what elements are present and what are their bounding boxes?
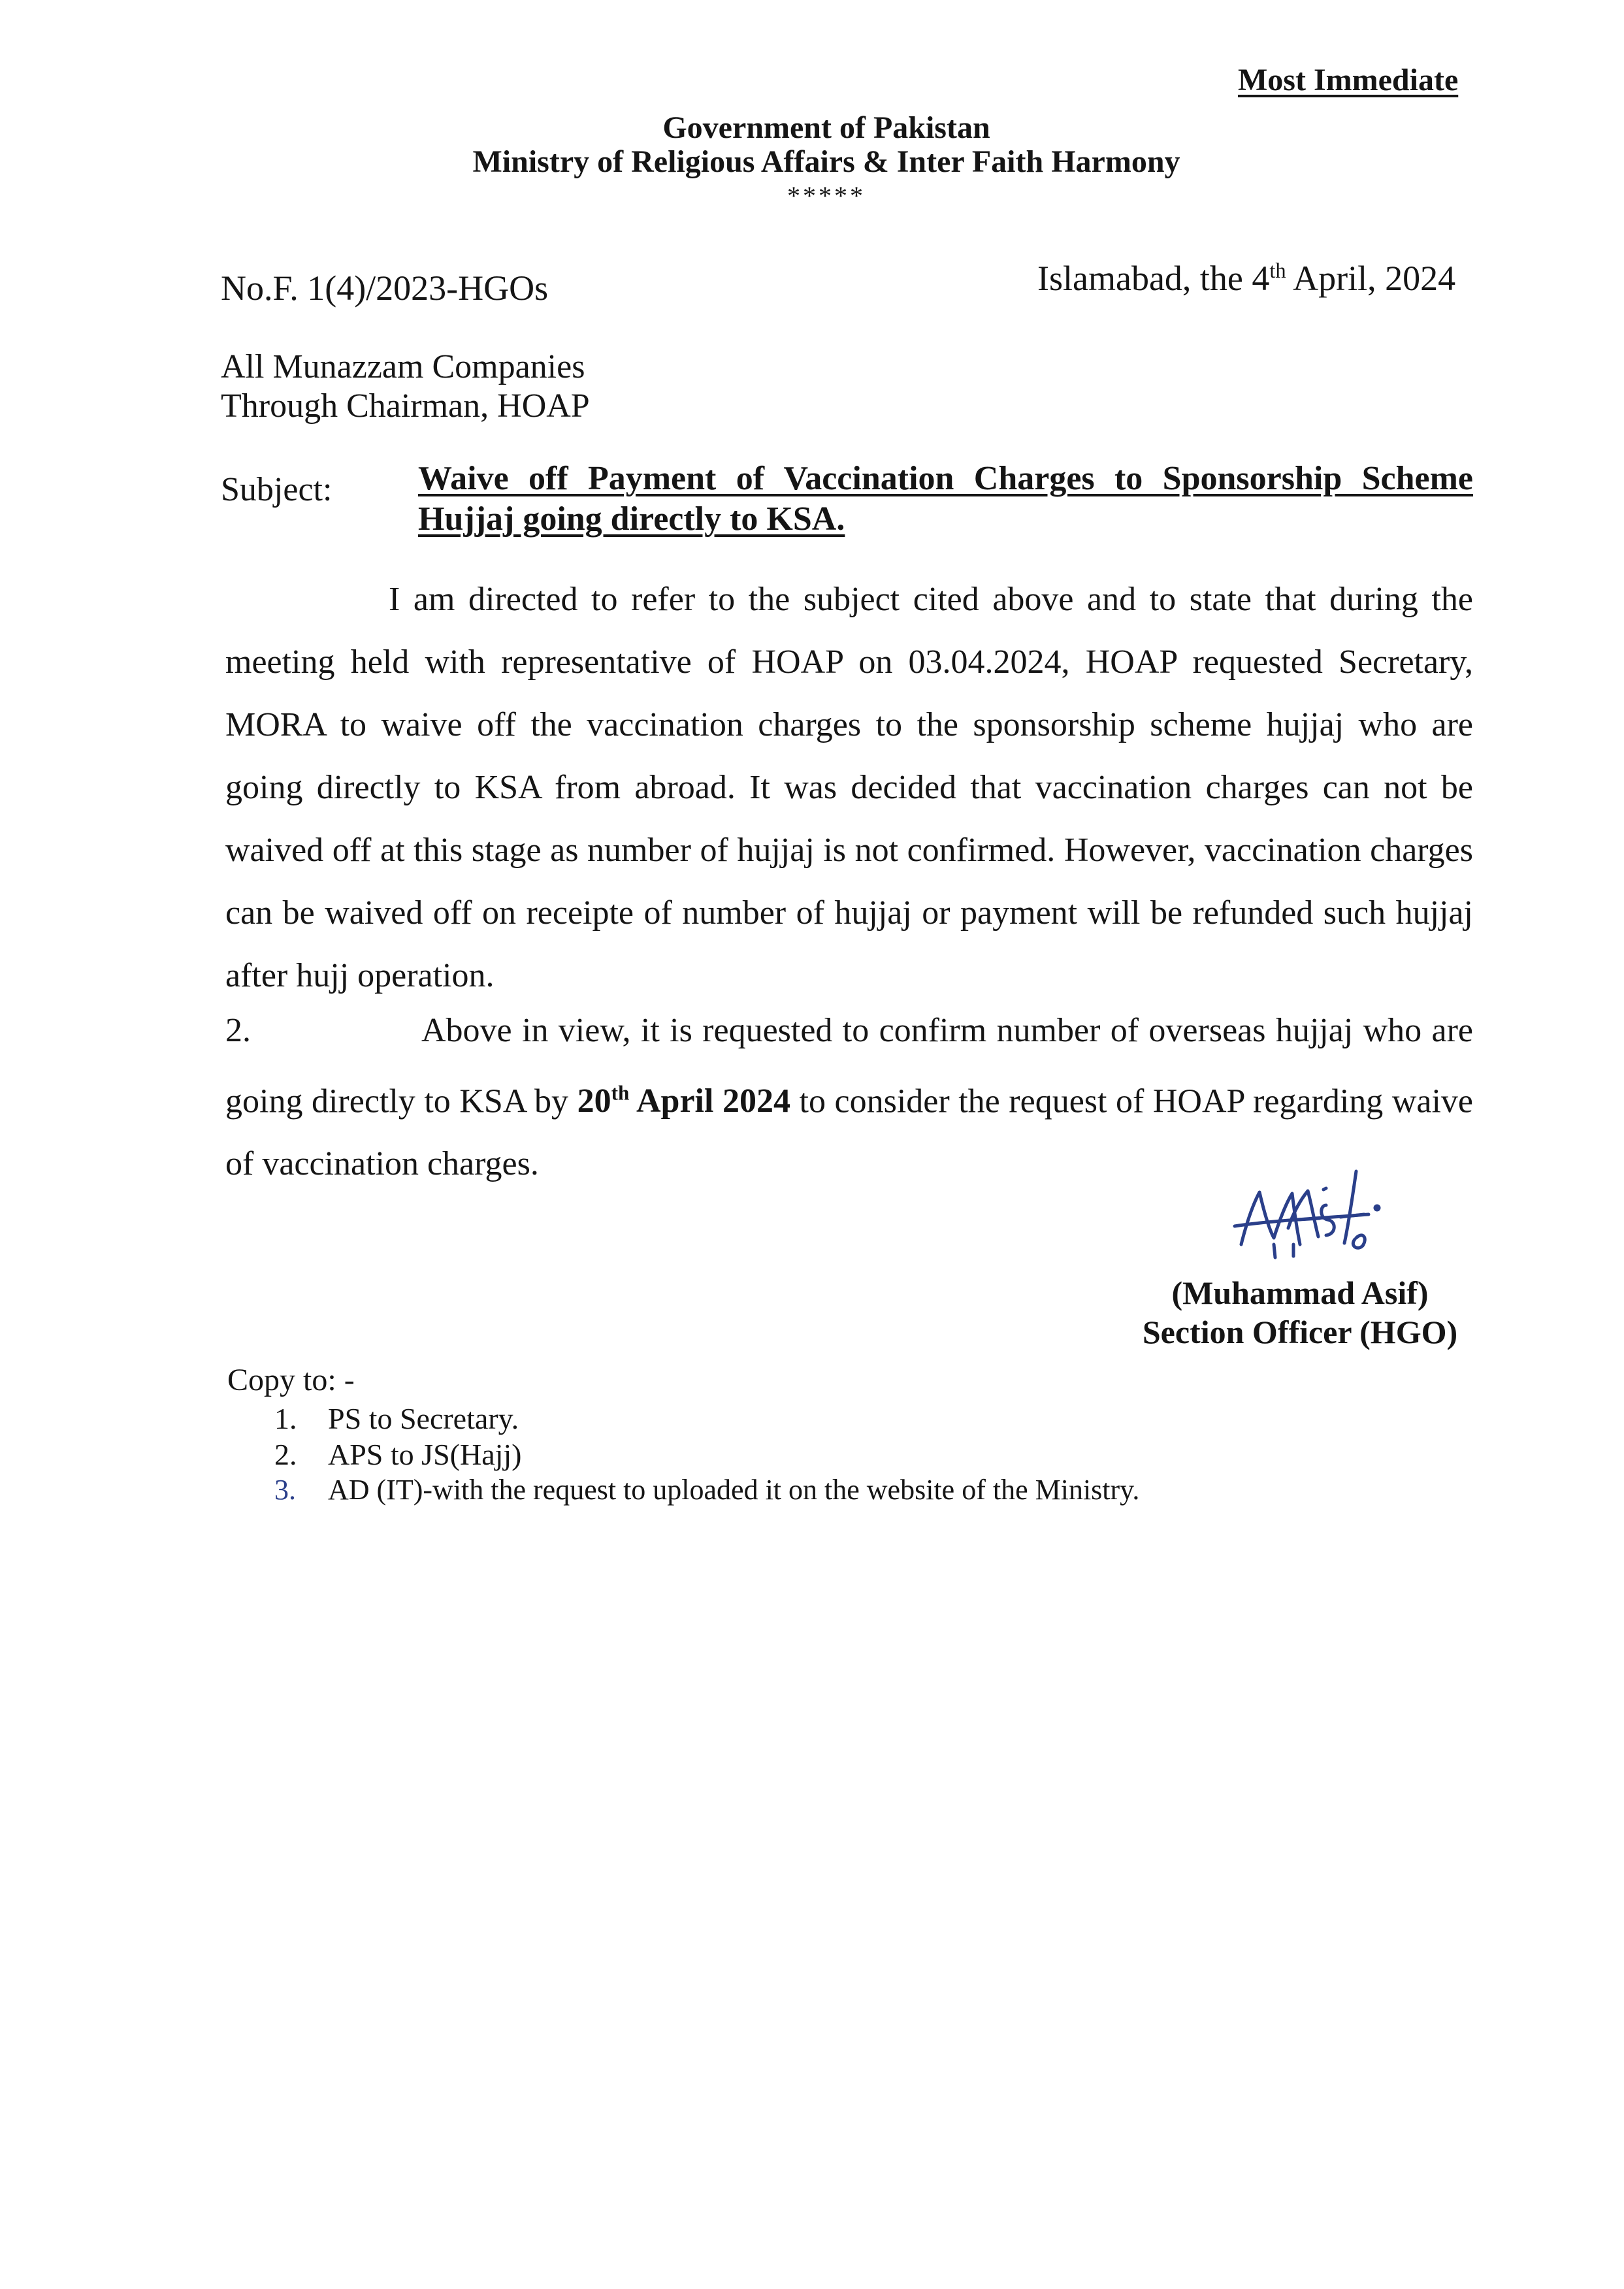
copy-to-item-number: 3. (274, 1474, 296, 1506)
signatory-designation: Section Officer (HGO) (1142, 1314, 1458, 1350)
copy-to-item-text: APS to JS(Hajj) (328, 1438, 522, 1471)
copy-to-item (274, 1437, 521, 1472)
header-separator: ***** (787, 181, 866, 210)
copy-to-item-number: 2. (274, 1438, 297, 1471)
copy-to-item (274, 1473, 1139, 1506)
government-heading: Government of Pakistan (662, 110, 990, 145)
copy-to-item-number: 1. (274, 1402, 297, 1435)
place-date-rest: April, 2024 (1286, 259, 1456, 298)
deadline-date (577, 1082, 790, 1120)
handwritten-signature (1228, 1166, 1398, 1271)
copy-to-item (274, 1401, 519, 1436)
place-date (1037, 258, 1455, 299)
signatory-name: (Muhammad Asif) (1171, 1274, 1429, 1311)
paragraph-2-text-after: to consider the request of HOAP regarding waive of vaccination charges. (225, 1082, 1474, 1183)
addressee-line-2: Through Chairman, HOAP (221, 387, 590, 425)
file-number: No.F. 1(4)/2023-HGOs (221, 268, 549, 308)
addressee-line-1: All Munazzam Companies (221, 348, 585, 385)
date-suffix: th (1269, 259, 1286, 283)
body-paragraph-1: I am directed to refer to the subject cited above and to state that during the meeting held with representative of HOAP on 03.04.2024, HOAP requested Secretary, MORA to waive off the vaccination charges to the sponsorship scheme hujjaj who are going directly to KSA from abroad. It was decided that vaccination charges can not be waived off at this stage as number of hujjaj is not confirmed. However, vaccination charges can be waived off on receipte of number of hujjaj or payment will be refunded such hujjaj after hujj operation. (225, 581, 1473, 994)
ministry-heading: Ministry of Religious Affairs & Inter Faith Harmony (472, 144, 1180, 179)
deadline-day-suffix: th (611, 1082, 630, 1105)
deadline-day: 20 (577, 1082, 611, 1120)
place-date-prefix: Islamabad, the 4 (1037, 259, 1270, 298)
paragraph-number: 2. (225, 1012, 251, 1049)
copy-to-label: Copy to: - (227, 1363, 355, 1397)
copy-to-item-text: PS to Secretary. (328, 1402, 519, 1435)
priority-label: Most Immediate (1238, 63, 1459, 97)
subject-text: Waive off Payment of Vaccination Charges to Sponsorship Scheme Hujjaj going directly to KSA. (418, 460, 1473, 538)
deadline-rest: April 2024 (629, 1082, 790, 1120)
copy-to-item-text: AD (IT)-with the request to uploaded it on the website of the Ministry. (328, 1474, 1140, 1506)
subject-label: Subject: (221, 471, 333, 508)
paragraph-2-text-before: Above in view, it is requested to confirm number of overseas hujjaj who are going directly to KSA by (225, 1012, 1473, 1120)
